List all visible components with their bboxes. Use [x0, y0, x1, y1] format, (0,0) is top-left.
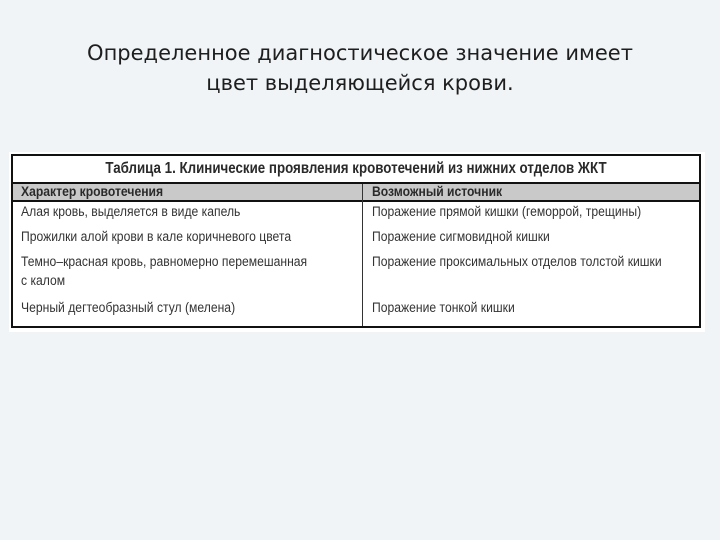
cell-source: Поражение проксимальных отделов толстой кишки — [372, 254, 662, 269]
column-divider — [362, 184, 363, 328]
clinical-table — [11, 154, 701, 328]
cell-character: Прожилки алой крови в кале коричневого цвета — [21, 229, 292, 244]
slide-heading — [0, 38, 720, 98]
cell-character: Алая кровь, выделяется в виде капель — [21, 204, 241, 219]
column-header-source: Возможный источник — [372, 184, 503, 199]
heading-line-2: цвет выделяющейся крови. — [206, 71, 514, 95]
table-title-bar — [13, 156, 699, 184]
column-header-character: Характер кровотечения — [21, 184, 164, 199]
cell-source: Поражение прямой кишки (геморрой, трещины) — [372, 204, 642, 219]
cell-source: Поражение сигмовидной кишки — [372, 229, 550, 244]
cell-character: Черный дегтеобразный стул (мелена) — [21, 300, 236, 315]
table-header-row — [13, 184, 699, 202]
table-image — [9, 152, 705, 332]
cell-character — [21, 252, 307, 290]
cell-source: Поражение тонкой кишки — [372, 300, 515, 315]
heading-line-1: Определенное диагностическое значение имеет — [87, 41, 633, 65]
cell-character-line-1: Темно–красная кровь, равномерно перемешанная — [21, 254, 308, 269]
cell-character-line-2: с калом — [21, 273, 66, 288]
table-title: Таблица 1. Клинические проявления кровотечений из нижних отделов ЖКТ — [105, 160, 607, 177]
